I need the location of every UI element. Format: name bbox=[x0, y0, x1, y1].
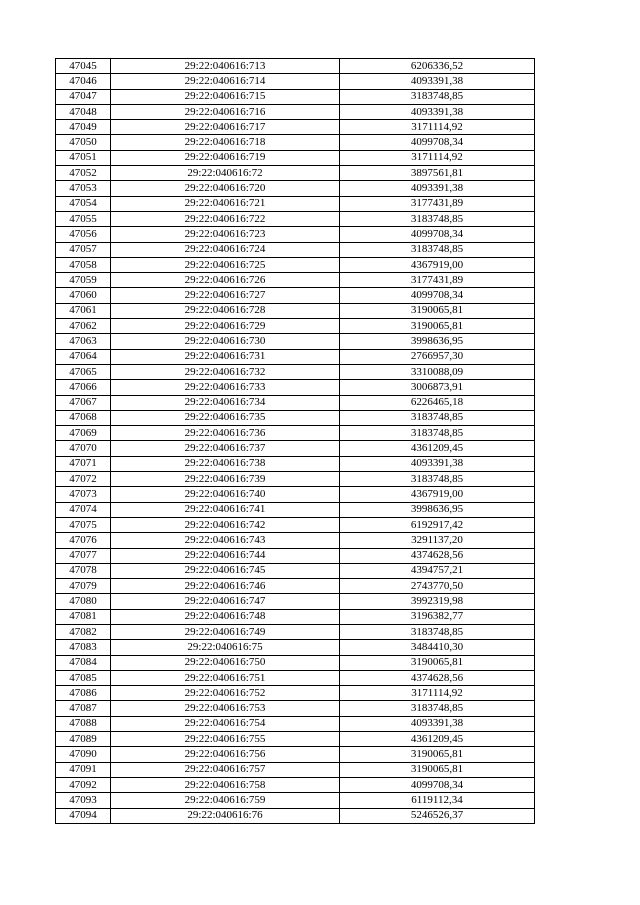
row-number-cell: 47052 bbox=[56, 166, 111, 181]
cadastral-value-cell: 4099708,34 bbox=[340, 135, 535, 150]
table-row bbox=[56, 670, 535, 685]
table-row bbox=[56, 487, 535, 502]
cadastral-number-cell: 29:22:040616:759 bbox=[111, 793, 340, 808]
cadastral-number-cell: 29:22:040616:737 bbox=[111, 441, 340, 456]
cadastral-number-cell: 29:22:040616:740 bbox=[111, 487, 340, 502]
table-row bbox=[56, 395, 535, 410]
cadastral-number-cell: 29:22:040616:728 bbox=[111, 303, 340, 318]
cadastral-value-cell: 4099708,34 bbox=[340, 777, 535, 792]
row-number-cell: 47048 bbox=[56, 104, 111, 119]
cadastral-value-cell: 6119112,34 bbox=[340, 793, 535, 808]
cadastral-value-cell: 3992319,98 bbox=[340, 594, 535, 609]
table-row bbox=[56, 426, 535, 441]
row-number-cell: 47057 bbox=[56, 242, 111, 257]
table-row bbox=[56, 380, 535, 395]
table-row bbox=[56, 349, 535, 364]
row-number-cell: 47069 bbox=[56, 426, 111, 441]
row-number-cell: 47056 bbox=[56, 227, 111, 242]
row-number-cell: 47082 bbox=[56, 624, 111, 639]
cadastral-value-table bbox=[55, 58, 535, 824]
cadastral-number-cell: 29:22:040616:726 bbox=[111, 273, 340, 288]
cadastral-number-cell: 29:22:040616:722 bbox=[111, 211, 340, 226]
table-row bbox=[56, 502, 535, 517]
row-number-cell: 47046 bbox=[56, 74, 111, 89]
table-row bbox=[56, 227, 535, 242]
cadastral-number-cell: 29:22:040616:720 bbox=[111, 181, 340, 196]
cadastral-value-cell: 4093391,38 bbox=[340, 181, 535, 196]
row-number-cell: 47078 bbox=[56, 563, 111, 578]
row-number-cell: 47068 bbox=[56, 410, 111, 425]
table-row bbox=[56, 609, 535, 624]
row-number-cell: 47091 bbox=[56, 762, 111, 777]
table-row bbox=[56, 747, 535, 762]
cadastral-value-cell: 3006873,91 bbox=[340, 380, 535, 395]
cadastral-number-cell: 29:22:040616:76 bbox=[111, 808, 340, 823]
cadastral-value-cell: 3183748,85 bbox=[340, 410, 535, 425]
cadastral-value-cell: 4093391,38 bbox=[340, 74, 535, 89]
table-row bbox=[56, 104, 535, 119]
cadastral-number-cell: 29:22:040616:72 bbox=[111, 166, 340, 181]
cadastral-number-cell: 29:22:040616:719 bbox=[111, 150, 340, 165]
row-number-cell: 47064 bbox=[56, 349, 111, 364]
cadastral-number-cell: 29:22:040616:748 bbox=[111, 609, 340, 624]
table-row bbox=[56, 319, 535, 334]
cadastral-number-cell: 29:22:040616:715 bbox=[111, 89, 340, 104]
table-row bbox=[56, 472, 535, 487]
cadastral-number-cell: 29:22:040616:727 bbox=[111, 288, 340, 303]
cadastral-value-cell: 4093391,38 bbox=[340, 716, 535, 731]
cadastral-number-cell: 29:22:040616:751 bbox=[111, 670, 340, 685]
row-number-cell: 47050 bbox=[56, 135, 111, 150]
table-row bbox=[56, 59, 535, 74]
table-row bbox=[56, 364, 535, 379]
table-row bbox=[56, 242, 535, 257]
cadastral-number-cell: 29:22:040616:741 bbox=[111, 502, 340, 517]
cadastral-value-cell: 2743770,50 bbox=[340, 579, 535, 594]
cadastral-value-cell: 3171114,92 bbox=[340, 120, 535, 135]
cadastral-number-cell: 29:22:040616:756 bbox=[111, 747, 340, 762]
cadastral-number-cell: 29:22:040616:718 bbox=[111, 135, 340, 150]
cadastral-value-cell: 3183748,85 bbox=[340, 472, 535, 487]
table-row bbox=[56, 762, 535, 777]
row-number-cell: 47075 bbox=[56, 517, 111, 532]
row-number-cell: 47065 bbox=[56, 364, 111, 379]
row-number-cell: 47085 bbox=[56, 670, 111, 685]
table-row bbox=[56, 441, 535, 456]
table-row bbox=[56, 793, 535, 808]
cadastral-value-cell: 3171114,92 bbox=[340, 686, 535, 701]
table-row bbox=[56, 166, 535, 181]
cadastral-number-cell: 29:22:040616:739 bbox=[111, 472, 340, 487]
table-row bbox=[56, 181, 535, 196]
cadastral-number-cell: 29:22:040616:716 bbox=[111, 104, 340, 119]
table-row bbox=[56, 624, 535, 639]
table-row bbox=[56, 334, 535, 349]
row-number-cell: 47074 bbox=[56, 502, 111, 517]
cadastral-number-cell: 29:22:040616:742 bbox=[111, 517, 340, 532]
cadastral-number-cell: 29:22:040616:725 bbox=[111, 257, 340, 272]
row-number-cell: 47086 bbox=[56, 686, 111, 701]
row-number-cell: 47084 bbox=[56, 655, 111, 670]
cadastral-number-cell: 29:22:040616:750 bbox=[111, 655, 340, 670]
cadastral-value-cell: 3998636,95 bbox=[340, 502, 535, 517]
row-number-cell: 47070 bbox=[56, 441, 111, 456]
cadastral-number-cell: 29:22:040616:749 bbox=[111, 624, 340, 639]
table-row bbox=[56, 211, 535, 226]
cadastral-value-cell: 3183748,85 bbox=[340, 211, 535, 226]
cadastral-number-cell: 29:22:040616:735 bbox=[111, 410, 340, 425]
cadastral-number-cell: 29:22:040616:721 bbox=[111, 196, 340, 211]
row-number-cell: 47058 bbox=[56, 257, 111, 272]
table-row bbox=[56, 808, 535, 823]
cadastral-number-cell: 29:22:040616:75 bbox=[111, 640, 340, 655]
cadastral-number-cell: 29:22:040616:753 bbox=[111, 701, 340, 716]
table-row bbox=[56, 594, 535, 609]
cadastral-value-cell: 4394757,21 bbox=[340, 563, 535, 578]
table-row bbox=[56, 288, 535, 303]
cadastral-value-cell: 4367919,00 bbox=[340, 257, 535, 272]
row-number-cell: 47067 bbox=[56, 395, 111, 410]
cadastral-value-cell: 3171114,92 bbox=[340, 150, 535, 165]
cadastral-value-cell: 5246526,37 bbox=[340, 808, 535, 823]
row-number-cell: 47089 bbox=[56, 732, 111, 747]
cadastral-value-cell: 3183748,85 bbox=[340, 624, 535, 639]
row-number-cell: 47049 bbox=[56, 120, 111, 135]
cadastral-value-cell: 3190065,81 bbox=[340, 303, 535, 318]
cadastral-value-cell: 3998636,95 bbox=[340, 334, 535, 349]
row-number-cell: 47045 bbox=[56, 59, 111, 74]
cadastral-value-cell: 3177431,89 bbox=[340, 196, 535, 211]
cadastral-number-cell: 29:22:040616:713 bbox=[111, 59, 340, 74]
row-number-cell: 47063 bbox=[56, 334, 111, 349]
row-number-cell: 47059 bbox=[56, 273, 111, 288]
row-number-cell: 47090 bbox=[56, 747, 111, 762]
table-row bbox=[56, 456, 535, 471]
cadastral-number-cell: 29:22:040616:724 bbox=[111, 242, 340, 257]
row-number-cell: 47094 bbox=[56, 808, 111, 823]
row-number-cell: 47071 bbox=[56, 456, 111, 471]
cadastral-number-cell: 29:22:040616:752 bbox=[111, 686, 340, 701]
table-row bbox=[56, 732, 535, 747]
cadastral-value-cell: 3190065,81 bbox=[340, 319, 535, 334]
cadastral-number-cell: 29:22:040616:723 bbox=[111, 227, 340, 242]
cadastral-value-cell: 3190065,81 bbox=[340, 762, 535, 777]
cadastral-number-cell: 29:22:040616:732 bbox=[111, 364, 340, 379]
cadastral-value-cell: 4374628,56 bbox=[340, 670, 535, 685]
cadastral-value-cell: 3183748,85 bbox=[340, 242, 535, 257]
cadastral-value-cell: 4361209,45 bbox=[340, 732, 535, 747]
cadastral-value-cell: 4367919,00 bbox=[340, 487, 535, 502]
cadastral-value-cell: 3183748,85 bbox=[340, 89, 535, 104]
cadastral-number-cell: 29:22:040616:729 bbox=[111, 319, 340, 334]
table-row bbox=[56, 701, 535, 716]
table-row bbox=[56, 89, 535, 104]
row-number-cell: 47080 bbox=[56, 594, 111, 609]
table-row bbox=[56, 533, 535, 548]
cadastral-value-cell: 3484410,30 bbox=[340, 640, 535, 655]
row-number-cell: 47053 bbox=[56, 181, 111, 196]
cadastral-value-cell: 3190065,81 bbox=[340, 747, 535, 762]
cadastral-value-cell: 6192917,42 bbox=[340, 517, 535, 532]
cadastral-number-cell: 29:22:040616:731 bbox=[111, 349, 340, 364]
row-number-cell: 47061 bbox=[56, 303, 111, 318]
cadastral-value-cell: 2766957,30 bbox=[340, 349, 535, 364]
cadastral-value-cell: 4099708,34 bbox=[340, 288, 535, 303]
cadastral-value-cell: 4361209,45 bbox=[340, 441, 535, 456]
table-row bbox=[56, 74, 535, 89]
cadastral-value-cell: 3291137,20 bbox=[340, 533, 535, 548]
row-number-cell: 47081 bbox=[56, 609, 111, 624]
cadastral-value-cell: 4099708,34 bbox=[340, 227, 535, 242]
table-row bbox=[56, 135, 535, 150]
cadastral-number-cell: 29:22:040616:714 bbox=[111, 74, 340, 89]
cadastral-value-cell: 6226465,18 bbox=[340, 395, 535, 410]
cadastral-number-cell: 29:22:040616:747 bbox=[111, 594, 340, 609]
cadastral-value-cell: 3183748,85 bbox=[340, 701, 535, 716]
cadastral-value-cell: 3183748,85 bbox=[340, 426, 535, 441]
cadastral-number-cell: 29:22:040616:744 bbox=[111, 548, 340, 563]
row-number-cell: 47062 bbox=[56, 319, 111, 334]
cadastral-number-cell: 29:22:040616:758 bbox=[111, 777, 340, 792]
row-number-cell: 47079 bbox=[56, 579, 111, 594]
table-row bbox=[56, 257, 535, 272]
table-row bbox=[56, 410, 535, 425]
row-number-cell: 47092 bbox=[56, 777, 111, 792]
cadastral-number-cell: 29:22:040616:734 bbox=[111, 395, 340, 410]
table-row bbox=[56, 548, 535, 563]
table-row bbox=[56, 120, 535, 135]
table-row bbox=[56, 196, 535, 211]
cadastral-number-cell: 29:22:040616:743 bbox=[111, 533, 340, 548]
cadastral-number-cell: 29:22:040616:736 bbox=[111, 426, 340, 441]
cadastral-value-cell: 3196382,77 bbox=[340, 609, 535, 624]
cadastral-value-cell: 3190065,81 bbox=[340, 655, 535, 670]
row-number-cell: 47087 bbox=[56, 701, 111, 716]
row-number-cell: 47083 bbox=[56, 640, 111, 655]
table-body bbox=[56, 59, 535, 824]
row-number-cell: 47093 bbox=[56, 793, 111, 808]
table-row bbox=[56, 716, 535, 731]
table-row bbox=[56, 273, 535, 288]
cadastral-number-cell: 29:22:040616:733 bbox=[111, 380, 340, 395]
row-number-cell: 47073 bbox=[56, 487, 111, 502]
table-row bbox=[56, 655, 535, 670]
cadastral-number-cell: 29:22:040616:755 bbox=[111, 732, 340, 747]
cadastral-number-cell: 29:22:040616:746 bbox=[111, 579, 340, 594]
cadastral-value-cell: 3177431,89 bbox=[340, 273, 535, 288]
row-number-cell: 47072 bbox=[56, 472, 111, 487]
row-number-cell: 47077 bbox=[56, 548, 111, 563]
cadastral-value-cell: 4374628,56 bbox=[340, 548, 535, 563]
table-row bbox=[56, 686, 535, 701]
cadastral-value-cell: 3897561,81 bbox=[340, 166, 535, 181]
table-row bbox=[56, 303, 535, 318]
cadastral-value-cell: 3310088,09 bbox=[340, 364, 535, 379]
row-number-cell: 47054 bbox=[56, 196, 111, 211]
row-number-cell: 47051 bbox=[56, 150, 111, 165]
cadastral-number-cell: 29:22:040616:717 bbox=[111, 120, 340, 135]
cadastral-number-cell: 29:22:040616:738 bbox=[111, 456, 340, 471]
cadastral-value-cell: 6206336,52 bbox=[340, 59, 535, 74]
row-number-cell: 47076 bbox=[56, 533, 111, 548]
cadastral-number-cell: 29:22:040616:757 bbox=[111, 762, 340, 777]
cadastral-value-cell: 4093391,38 bbox=[340, 456, 535, 471]
cadastral-number-cell: 29:22:040616:745 bbox=[111, 563, 340, 578]
cadastral-number-cell: 29:22:040616:730 bbox=[111, 334, 340, 349]
table-row bbox=[56, 150, 535, 165]
cadastral-value-cell: 4093391,38 bbox=[340, 104, 535, 119]
row-number-cell: 47060 bbox=[56, 288, 111, 303]
row-number-cell: 47047 bbox=[56, 89, 111, 104]
table-row bbox=[56, 563, 535, 578]
row-number-cell: 47055 bbox=[56, 211, 111, 226]
table-row bbox=[56, 517, 535, 532]
row-number-cell: 47088 bbox=[56, 716, 111, 731]
cadastral-number-cell: 29:22:040616:754 bbox=[111, 716, 340, 731]
row-number-cell: 47066 bbox=[56, 380, 111, 395]
table-row bbox=[56, 579, 535, 594]
table-row bbox=[56, 777, 535, 792]
table-row bbox=[56, 640, 535, 655]
